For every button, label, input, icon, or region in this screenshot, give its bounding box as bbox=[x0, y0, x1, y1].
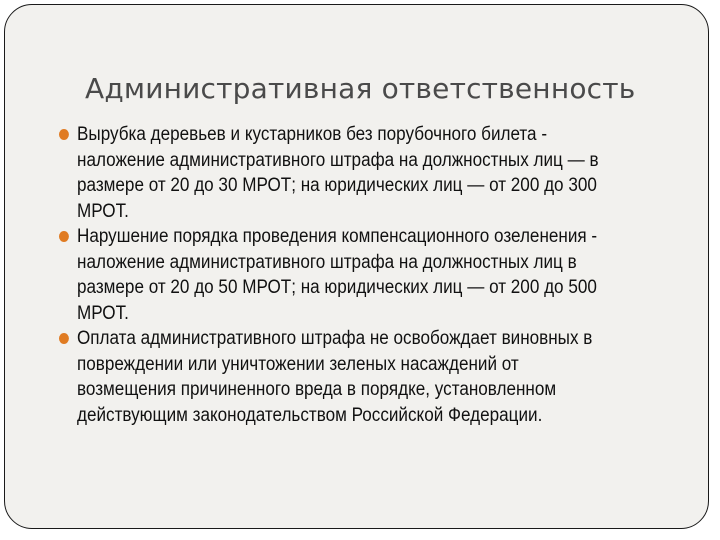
bullet-list bbox=[59, 122, 699, 428]
bullet-line: наложение административного штрафа на должностных лиц — в bbox=[77, 149, 599, 171]
bullet-line: МРОТ. bbox=[77, 302, 129, 324]
bullet-item bbox=[59, 224, 707, 326]
bullet-line: МРОТ. bbox=[77, 200, 129, 222]
bullet-line: размере от 20 до 30 МРОТ; на юридических лиц — от 200 до 300 bbox=[77, 175, 597, 196]
bullet-line: Оплата административного штрафа не освобождает виновных в bbox=[77, 328, 593, 349]
slide-title: Административная ответственность bbox=[85, 72, 636, 105]
bullet-line: возмещения причиненного вреда в порядке, установленном bbox=[77, 379, 557, 400]
bullet-line: действующим законодательством Российской Федерации. bbox=[77, 404, 543, 426]
bullet-line: Вырубка деревьев и кустарников без порубочного билета - bbox=[77, 124, 548, 145]
bullet-marker-icon bbox=[59, 231, 69, 242]
bullet-line: наложение административного штрафа на должностных лиц в bbox=[77, 251, 577, 273]
bullet-line: повреждении или уничтожении зеленых насаждений от bbox=[77, 353, 519, 375]
bullet-marker-icon bbox=[59, 333, 69, 344]
slide-frame bbox=[4, 4, 709, 529]
bullet-line: Нарушение порядка проведения компенсационного озеленения - bbox=[77, 226, 598, 247]
bullet-item bbox=[59, 326, 707, 428]
bullet-item bbox=[59, 122, 707, 224]
bullet-marker-icon bbox=[59, 129, 69, 140]
bullet-line: размере от 20 до 50 МРОТ; на юридических лиц — от 200 до 500 bbox=[77, 277, 597, 298]
